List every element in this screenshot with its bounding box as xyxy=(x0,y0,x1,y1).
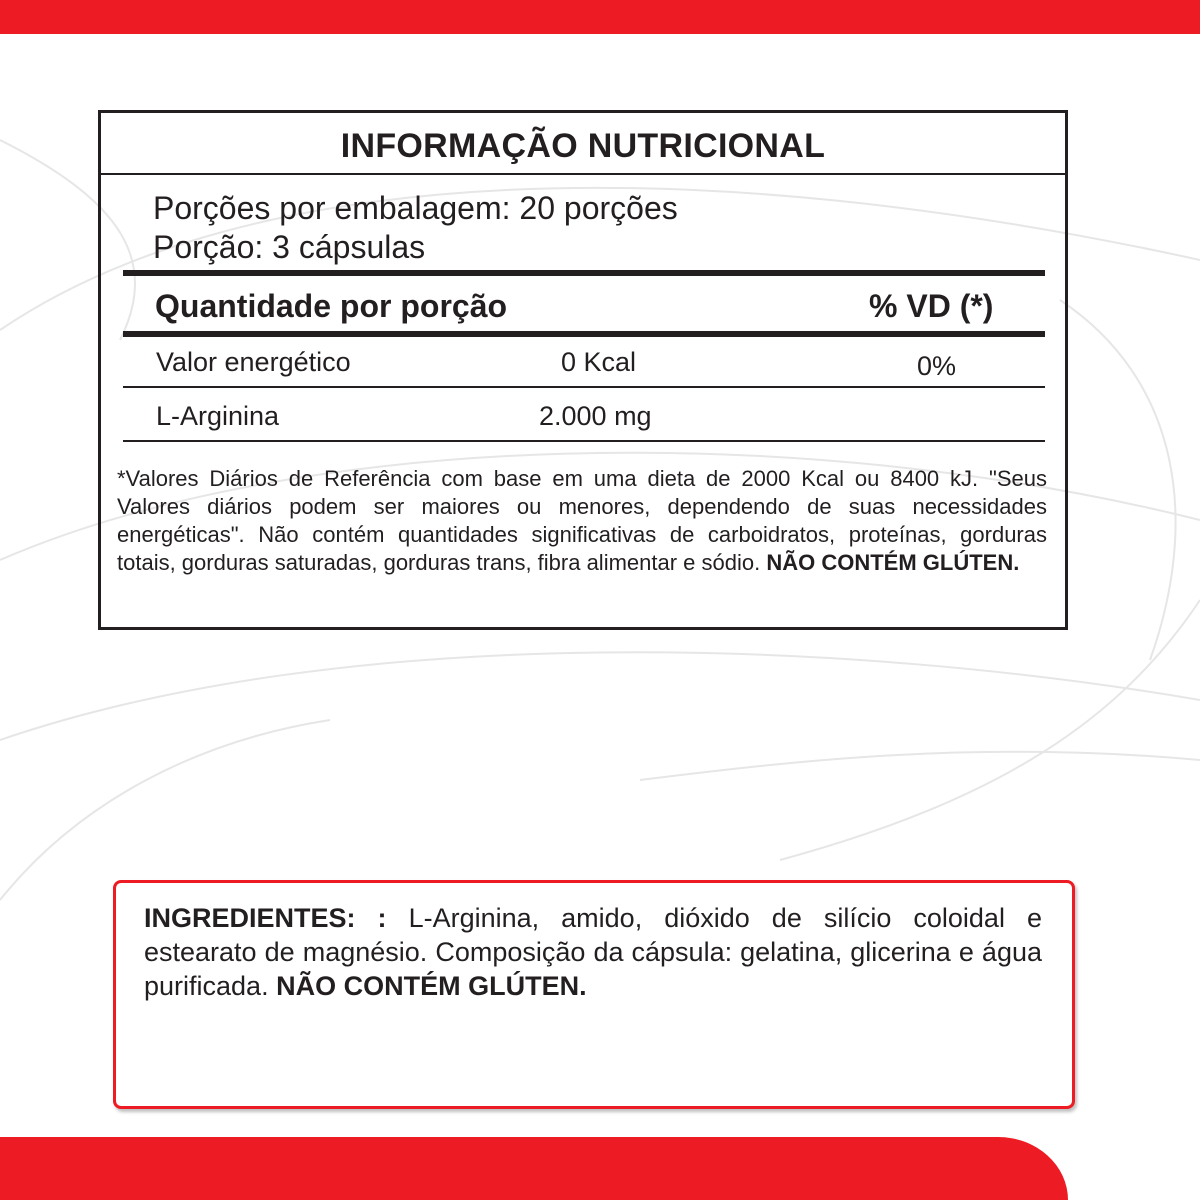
nutrition-facts-panel xyxy=(98,110,1068,630)
divider-thick xyxy=(123,270,1045,276)
nutrient-amount: 2.000 mg xyxy=(539,401,652,431)
daily-values-footnote xyxy=(117,465,1047,577)
daily-value-header: % VD (*) xyxy=(869,288,994,324)
nutrient-dv: 0% xyxy=(917,351,957,381)
divider-thin xyxy=(123,440,1045,442)
ingredients-label: INGREDIENTES: : xyxy=(144,903,387,933)
ingredients-list: L-Arginina, amido, dióxido de silício coloidal e estearato de magnésio. Composição da cápsula: gelatina, glicerina e água purificada. xyxy=(144,903,1042,1001)
divider-thick xyxy=(123,331,1045,337)
footnote-text: *Valores Diários de Referência com base em uma dieta de 2000 Kcal ou 8400 kJ. "Seus Valores diários podem ser maiores ou menores, dependendo de suas necessidades energéticas". Não contém quantidades significativas de carboidratos, proteínas, gorduras totais, gorduras saturadas, gorduras trans, fibra alimentar e sódio. xyxy=(117,466,1047,575)
divider-thin xyxy=(123,386,1045,388)
nutrition-title: INFORMAÇÃO NUTRICIONAL xyxy=(101,113,1065,175)
nutrient-amount: 0 Kcal xyxy=(561,347,637,377)
gluten-free-note: NÃO CONTÉM GLÚTEN. xyxy=(766,550,1020,575)
amount-per-serving-header: Quantidade por porção xyxy=(155,288,508,324)
serving-info xyxy=(153,189,678,267)
nutrient-name: Valor energético xyxy=(156,347,351,377)
ingredients-box xyxy=(113,880,1075,1109)
serving-size: Porção: 3 cápsulas xyxy=(153,229,426,265)
servings-per-package: Porções por embalagem: 20 porções xyxy=(153,190,678,226)
ingredients-text xyxy=(144,901,1042,1003)
bottom-accent-bar xyxy=(0,1137,1068,1200)
nutrient-name: L-Arginina xyxy=(156,401,280,431)
gluten-free-note: NÃO CONTÉM GLÚTEN. xyxy=(276,971,587,1001)
